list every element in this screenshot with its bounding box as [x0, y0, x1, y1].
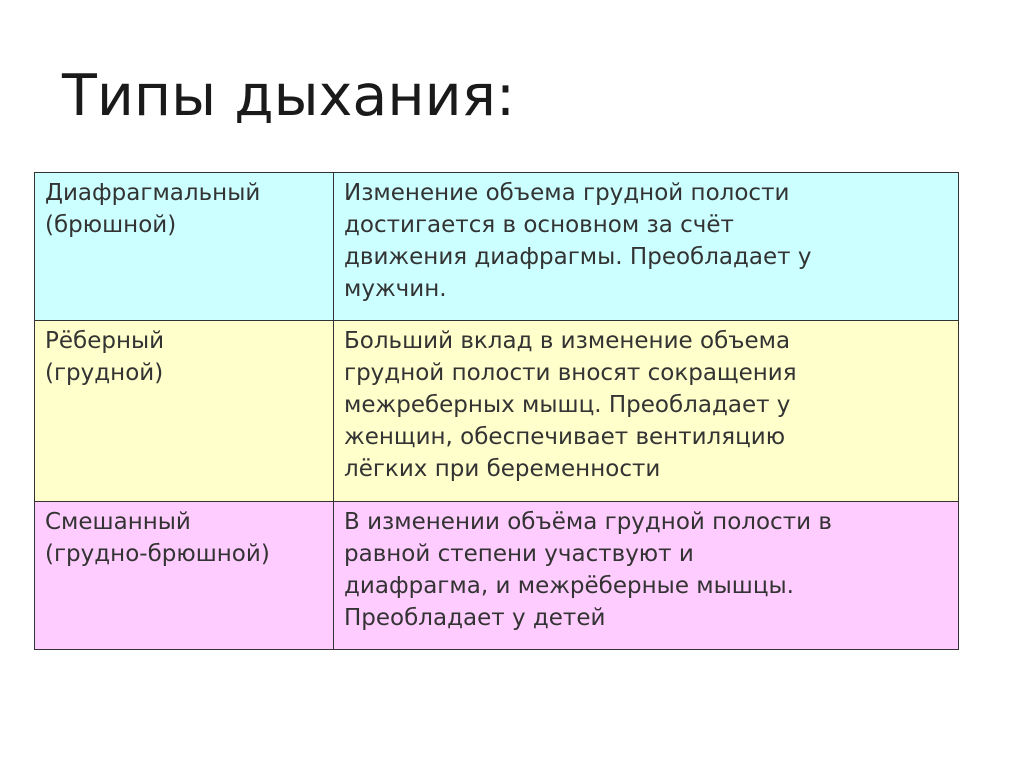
breathing-type-label: Смешанный (грудно-брюшной) [45, 509, 270, 567]
table-row [35, 502, 959, 650]
breathing-type-description: Больший вклад в изменение объема грудной полости вносят сокращения межреберных мышц. Преобладает у женщин, обеспечивает вентиляцию лёгких при беременности [344, 328, 797, 482]
description-cell [334, 502, 959, 650]
table-row [35, 321, 959, 502]
slide-title: Типы дыхания: [62, 63, 516, 129]
breathing-type-description: Изменение объема грудной полости достигается в основном за счёт движения диафрагмы. Преобладает у мужчин. [344, 180, 812, 302]
breathing-type-cell [35, 502, 334, 650]
description-cell [334, 173, 959, 321]
breathing-type-description: В изменении объёма грудной полости в равной степени участвуют и диафрагма, и межрёберные мышцы. Преобладает у детей [344, 509, 832, 631]
description-cell [334, 321, 959, 502]
breathing-types-table [34, 172, 959, 650]
table-row [35, 173, 959, 321]
breathing-type-cell [35, 321, 334, 502]
breathing-type-label: Диафрагмальный (брюшной) [45, 180, 261, 238]
breathing-type-cell [35, 173, 334, 321]
breathing-type-label: Рёберный (грудной) [45, 328, 165, 386]
